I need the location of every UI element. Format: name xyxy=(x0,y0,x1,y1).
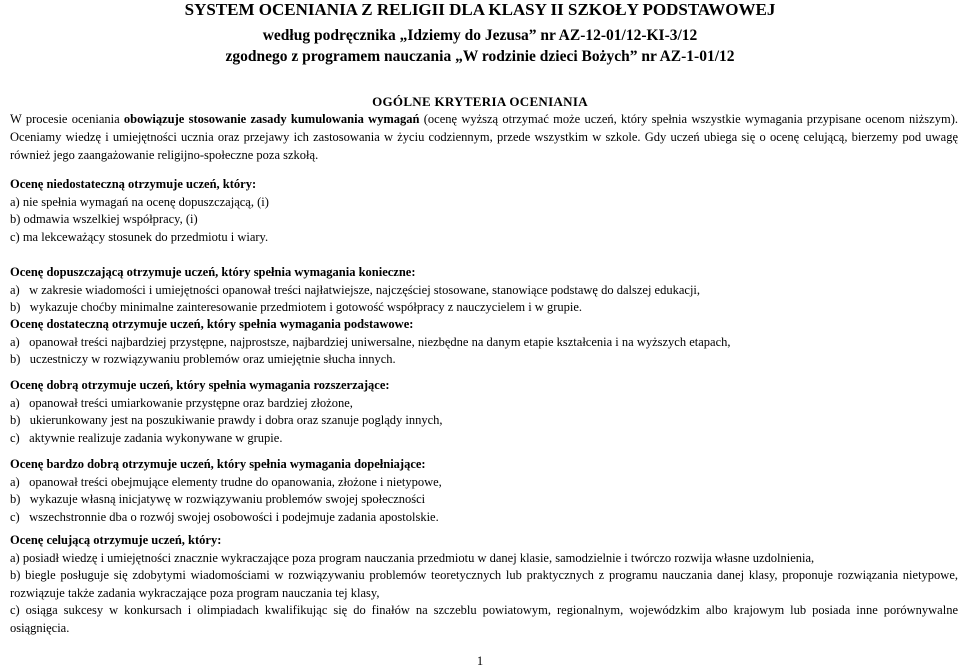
grade-heading: Ocenę niedostateczną otrzymuje uczeń, który: xyxy=(10,177,257,191)
grade-dostateczna xyxy=(10,316,958,369)
grade-criterion: b) wykazuje choćby minimalne zainteresowanie przedmiotem i gotowość współpracy z nauczycielem i w grupie. xyxy=(10,300,583,314)
grade-criterion: a) w zakresie wiadomości i umiejętności opanował treści najłatwiejsze, najczęściej stosowane, stanowiące podstawę do dalszej edukacji, xyxy=(10,282,701,297)
grade-criterion: b) biegle posługuje się zdobytymi wiadomościami w rozwiązywaniu problemów teoretycznych lub praktycznych z programu nauczania danej klasy, proponuje rozwiązania nietypowe, rozwiązuje także zadania wykraczające poza program nauczania tej klasy, xyxy=(10,568,958,600)
page-number: 1 xyxy=(476,654,484,668)
document-title: SYSTEM OCENIANIA Z RELIGII DLA KLASY II SZKOŁY PODSTAWOWEJ xyxy=(184,0,776,19)
grade-criterion: b) ukierunkowany jest na poszukiwanie prawdy i dobra oraz szanuje poglądy innych, xyxy=(10,413,443,427)
grade-heading: Ocenę bardzo dobrą otrzymuje uczeń, który spełnia wymagania dopełniające: xyxy=(10,457,426,471)
document-subtitle-program: zgodnego z programem nauczania „W rodzinie dzieci Bożych” nr AZ-1-01/12 xyxy=(225,48,735,65)
intro-rest-text: (ocenę wyższą otrzymać może uczeń, który spełnia wszystkie wymagania przypisane ocenom niższym). Oceniamy wiedzę i umiejętności ucznia oraz przejawy ich zastosowania w życiu codziennym, przede wszystkim w szkole. Gdy uczeń ubiega się o ocenę celującą, bierzemy pod uwagę również jego zaangażowanie religijno-społeczne poza szkołą. xyxy=(10,112,958,162)
grade-dopuszczajaca xyxy=(10,264,958,317)
grade-criterion: b) odmawia wszelkiej współpracy, (i) xyxy=(10,212,198,226)
intro-text: W procesie oceniania xyxy=(10,112,124,126)
grade-bardzo-dobra xyxy=(10,456,958,526)
general-criteria-paragraph xyxy=(10,110,958,164)
grade-heading: Ocenę dobrą otrzymuje uczeń, który spełnia wymagania rozszerzające: xyxy=(10,378,390,392)
grade-dobra xyxy=(10,377,958,447)
grade-celujaca xyxy=(10,532,958,637)
grade-criterion: a) nie spełnia wymagań na ocenę dopuszczającą, (i) xyxy=(10,194,269,209)
grade-criterion: c) osiąga sukcesy w konkursach i olimpiadach kwalifikując się do finałów na szczeblu powiatowym, regionalnym, wojewódzkim albo krajowym lub posiada inne porównywalne osiągnięcia. xyxy=(10,603,958,635)
grade-criterion: a) opanował treści obejmujące elementy trudne do opanowania, złożone i nietypowe, xyxy=(10,474,442,489)
grade-criterion: b) wykazuje własną inicjatywę w rozwiązywaniu problemów swojej społeczności xyxy=(10,492,426,506)
grade-criterion: a) posiadł wiedzę i umiejętności znacznie wykraczające poza program nauczania przedmiotu w danej klasie, samodzielnie i twórczo rozwija własne uzdolnienia, xyxy=(10,550,815,565)
grade-heading: Ocenę celującą otrzymuje uczeń, który: xyxy=(10,533,222,547)
general-criteria-heading: OGÓLNE KRYTERIA OCENIANIA xyxy=(372,94,588,109)
grade-niedostateczna xyxy=(10,176,958,246)
document-subtitle-textbook: według podręcznika „Idziemy do Jezusa” nr AZ-12-01/12-KI-3/12 xyxy=(262,27,698,44)
intro-bold-text: obowiązuje stosowanie zasady kumulowania wymagań xyxy=(123,112,420,126)
grade-criterion: a) opanował treści najbardziej przystępne, najprostsze, najbardziej uniwersalne, niezbędne na danym etapie kształcenia i na wyższych etapach, xyxy=(10,334,731,349)
grade-criterion: c) ma lekceważący stosunek do przedmiotu i wiary. xyxy=(10,229,269,244)
grade-criterion: a) opanował treści umiarkowanie przystępne oraz bardziej złożone, xyxy=(10,395,353,410)
grade-heading: Ocenę dopuszczającą otrzymuje uczeń, który spełnia wymagania konieczne: xyxy=(10,265,416,279)
grade-criterion: c) wszechstronnie dba o rozwój swojej osobowości i podejmuje zadania apostolskie. xyxy=(10,509,439,524)
grade-criterion: b) uczestniczy w rozwiązywaniu problemów oraz umiejętnie słucha innych. xyxy=(10,352,396,366)
grade-criterion: c) aktywnie realizuje zadania wykonywane w grupie. xyxy=(10,430,283,445)
grade-heading: Ocenę dostateczną otrzymuje uczeń, który spełnia wymagania podstawowe: xyxy=(10,317,414,331)
